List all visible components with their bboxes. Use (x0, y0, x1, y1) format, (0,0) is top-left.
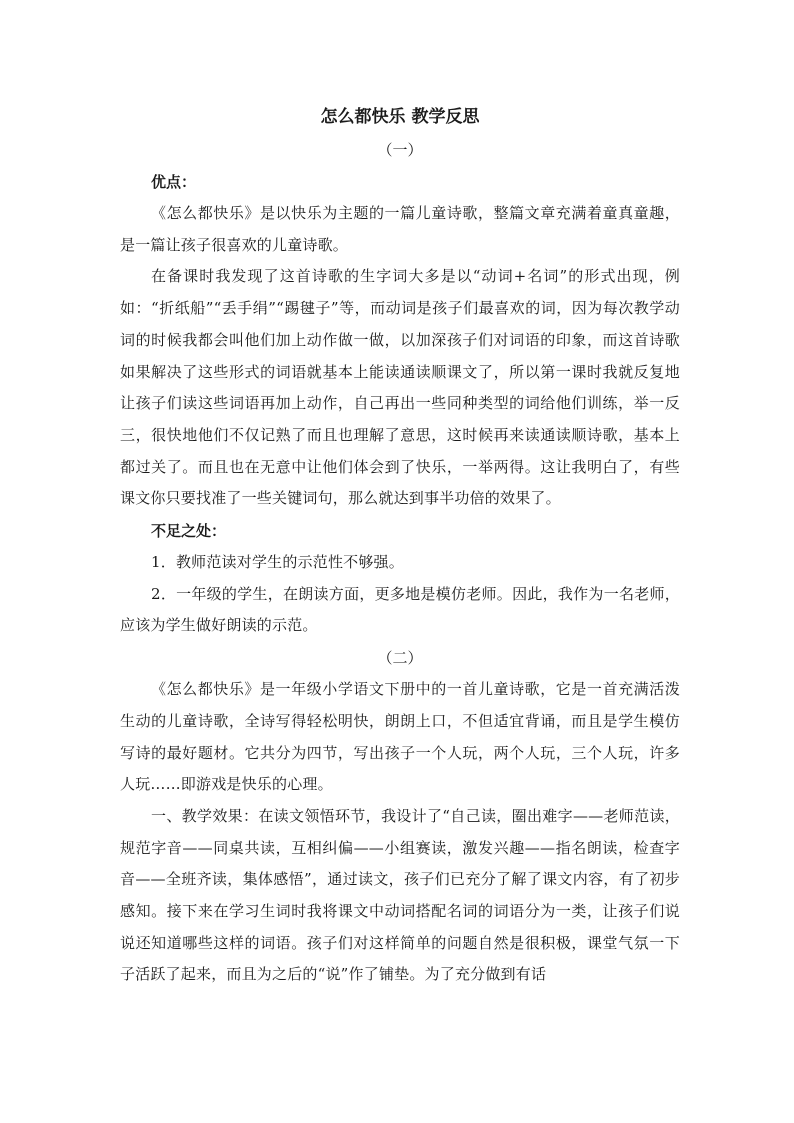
section-label-1: （一） (377, 141, 423, 159)
paragraph: 《怎么都快乐》是一年级小学语文下册中的一首儿童诗歌，它是一首充满活泼生动的儿童诗歌，全诗写得轻松明快，朗朗上口，不但适宜背诵，而且是学生模仿写诗的最好题材。它共分为四节，写出孩子一个人玩，两个人玩，三个人玩，许多人玩……即游戏是快乐的心理。 (120, 680, 680, 794)
section-label-2: （二） (377, 649, 423, 668)
weakness-heading: 不足之处： (151, 522, 227, 541)
weakness-item-1: 1．教师范读对学生的示范性不够强。 (151, 553, 404, 572)
strengths-heading: 优点： (151, 173, 197, 191)
document-body (120, 100, 680, 991)
paragraph: 《怎么都快乐》是以快乐为主题的一篇儿童诗歌，整篇文章充满着童真童趣，是一篇让孩子很喜欢的儿童诗歌。 (120, 204, 680, 254)
document-title: 怎么都快乐 教学反思 (320, 107, 480, 127)
paragraph: 一、教学效果：在读文领悟环节，我设计了“自己读，圈出难字——老师范读，规范字音——同桌共读，互相纠偏——小组赛读，激发兴趣——指名朗读，检查字音——全班齐读，集体感悟”，通过读文，孩子们已充分了解了课文内容，有了初步感知。接下来在学习生词时我将课文中动词搭配名词的词语分为一类，让孩子们说说还知道哪些这样的词语。孩子们对这样简单的问题自然是很积极，课堂气氛一下子活跃了起来，而且为之后的“说”作了铺垫。为了充分做到有话 (120, 806, 680, 984)
paragraph: 在备课时我发现了这首诗歌的生字词大多是以“动词+名词”的形式出现，例如：“折纸船”“丢手绢”“踢毽子”等，而动词是孩子们最喜欢的词，因为每次教学动词的时候我都会叫他们加上动作做一做，以加深孩子们对词语的印象，而这首诗歌如果解决了这些形式的词语就基本上能读通读顺课文了，所以第一课时我就反复地让孩子们读这些词语再加上动作，自己再出一些同种类型的词给他们训练，举一反三，很快地他们不仅记熟了而且也理解了意思，这时候再来读通读顺诗歌，基本上都过关了。而且也在无意中让他们体会到了快乐，一举两得。这让我明白了，有些课文你只要找准了一些关键词句，那么就达到事半功倍的效果了。 (120, 267, 680, 508)
weakness-item-2: 2．一年级的学生，在朗读方面，更多地是模仿老师。因此，我作为一名老师，应该为学生做好朗读的示范。 (120, 584, 680, 635)
